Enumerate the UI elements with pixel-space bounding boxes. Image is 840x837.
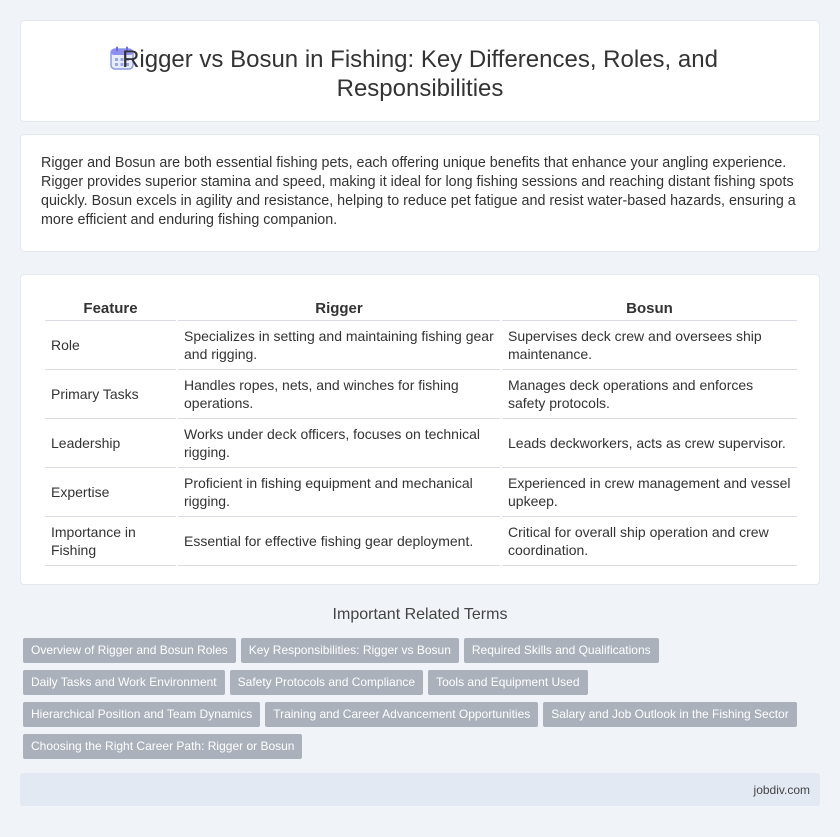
footer-site-link[interactable]: jobdiv.com: [753, 783, 810, 797]
bosun-cell: Experienced in crew management and vessel upkeep.: [502, 468, 797, 517]
bosun-cell: Leads deckworkers, acts as crew supervisor.: [502, 419, 797, 468]
related-term-tag[interactable]: Hierarchical Position and Team Dynamics: [23, 702, 260, 727]
comparison-card: [20, 274, 820, 585]
bosun-cell: Manages deck operations and enforces safety protocols.: [502, 370, 797, 419]
related-term-tag[interactable]: Training and Career Advancement Opportunities: [265, 702, 538, 727]
rigger-cell: Proficient in fishing equipment and mechanical rigging.: [178, 468, 500, 517]
header-bosun: Bosun: [502, 295, 797, 321]
intro-paragraph: Rigger and Bosun are both essential fishing pets, each offering unique benefits that enhance your angling experience. Rigger provides superior stamina and speed, making it ideal for long fishing sessions and reaching distant fishing spots quickly. Bosun excels in agility and resistance, helping to reduce pet fatigue and resist water-based hazards, ensuring a more efficient and enduring fishing companion.: [41, 155, 796, 228]
related-term-tag[interactable]: Required Skills and Qualifications: [464, 638, 659, 663]
rigger-cell: Essential for effective fishing gear deployment.: [178, 517, 500, 566]
header-card: [20, 20, 820, 122]
related-term-tag[interactable]: Choosing the Right Career Path: Rigger or Bosun: [23, 734, 302, 759]
table-row: [45, 468, 797, 517]
feature-cell: Role: [45, 321, 176, 370]
related-term-tag[interactable]: Tools and Equipment Used: [428, 670, 587, 695]
bosun-cell: Critical for overall ship operation and crew coordination.: [502, 517, 797, 566]
rigger-cell: Specializes in setting and maintaining fishing gear and rigging.: [178, 321, 500, 370]
related-term-tag[interactable]: Safety Protocols and Compliance: [230, 670, 423, 695]
table-row: [45, 419, 797, 468]
table-row: [45, 321, 797, 370]
bosun-cell: Supervises deck crew and oversees ship maintenance.: [502, 321, 797, 370]
intro-card: [20, 134, 820, 252]
related-term-tag[interactable]: Daily Tasks and Work Environment: [23, 670, 225, 695]
feature-cell: Leadership: [45, 419, 176, 468]
feature-cell: Primary Tasks: [45, 370, 176, 419]
feature-cell: Expertise: [45, 468, 176, 517]
table-row: [45, 370, 797, 419]
related-term-tag[interactable]: Salary and Job Outlook in the Fishing Sector: [543, 702, 796, 727]
comparison-table: [43, 295, 799, 566]
page-title: Rigger vs Bosun in Fishing: Key Differences, Roles, and Responsibilities: [122, 46, 718, 102]
header-feature: Feature: [45, 295, 176, 321]
table-row: [45, 517, 797, 566]
related-term-tag[interactable]: Overview of Rigger and Bosun Roles: [23, 638, 236, 663]
rigger-cell: Handles ropes, nets, and winches for fishing operations.: [178, 370, 500, 419]
header-rigger: Rigger: [178, 295, 500, 321]
related-term-tag[interactable]: Key Responsibilities: Rigger vs Bosun: [241, 638, 459, 663]
related-terms-tags: [23, 638, 823, 766]
related-terms-title: Important Related Terms: [332, 606, 508, 623]
feature-cell: Importance in Fishing: [45, 517, 176, 566]
footer: [20, 773, 820, 806]
table-header-row: [45, 295, 797, 321]
rigger-cell: Works under deck officers, focuses on technical rigging.: [178, 419, 500, 468]
